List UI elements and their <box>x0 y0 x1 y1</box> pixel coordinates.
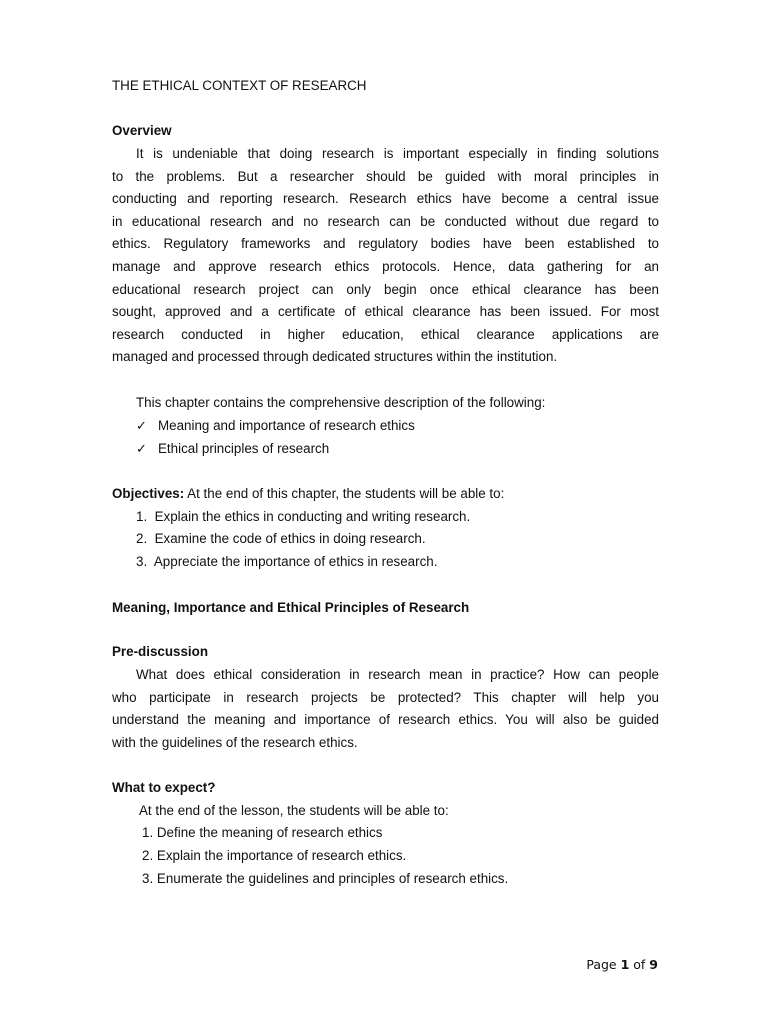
prediscussion-heading: Pre-discussion <box>112 644 208 659</box>
overview-line: ethics. Regulatory frameworks and regulatory bodies have been established to <box>112 236 659 252</box>
overview-line: research conducted in higher education, ethical clearance applications are <box>112 326 659 342</box>
total-pages: 9 <box>649 957 658 972</box>
checkmark-icon: ✓ <box>136 418 147 433</box>
expect-item: 1. Define the meaning of research ethics <box>142 825 383 840</box>
prediscussion-line: who participate in research projects be protected? This chapter will help you <box>112 689 659 705</box>
expect-intro: At the end of the lesson, the students will be able to: <box>139 803 449 818</box>
chapter-item <box>136 441 329 457</box>
objectives-label: Objectives: <box>112 486 185 501</box>
objectives-text: At the end of this chapter, the students will be able to: <box>184 486 505 501</box>
overview-line: It is undeniable that doing research is important especially in finding solutions <box>136 146 659 161</box>
overview-line: sought, approved and a certificate of ethical clearance has been issued. For most <box>112 304 659 320</box>
prediscussion-line: understand the meaning and importance of research ethics. You will also be guided <box>112 712 659 728</box>
overview-line: manage and approve research ethics protocols. Hence, data gathering for an <box>112 258 659 274</box>
overview-paragraph <box>112 143 659 369</box>
chapter-item-label: Meaning and importance of research ethics <box>158 418 415 433</box>
overview-line: to the problems. But a researcher should be guided with moral principles in <box>112 168 659 184</box>
overview-heading: Overview <box>112 123 172 138</box>
checkmark-icon: ✓ <box>136 441 147 456</box>
page-number <box>586 957 658 972</box>
overview-line: in educational research and no research can be conducted without due regard to <box>112 213 659 229</box>
prediscussion-paragraph <box>112 664 659 754</box>
expect-heading: What to expect? <box>112 780 216 795</box>
objective-item: 3. Appreciate the importance of ethics in research. <box>136 554 438 569</box>
objective-item: 2. Examine the code of ethics in doing research. <box>136 531 426 546</box>
page-of: of <box>629 957 650 972</box>
chapter-intro: This chapter contains the comprehensive description of the following: <box>136 395 546 410</box>
objectives-intro <box>112 486 504 501</box>
current-page: 1 <box>620 957 630 972</box>
overview-line: conducting and reporting research. Research ethics have become a central issue <box>112 191 659 207</box>
chapter-item-label: Ethical principles of research <box>158 441 330 456</box>
section-heading: Meaning, Importance and Ethical Principles of Research <box>112 600 470 615</box>
chapter-item <box>136 418 415 434</box>
prediscussion-line: What does ethical consideration in research mean in practice? How can people <box>136 667 659 682</box>
expect-item: 2. Explain the importance of research ethics. <box>142 848 407 863</box>
document-title: THE ETHICAL CONTEXT OF RESEARCH <box>112 78 367 93</box>
objective-item: 1. Explain the ethics in conducting and writing research. <box>136 509 471 524</box>
page-label: Page <box>586 957 621 972</box>
expect-item: 3. Enumerate the guidelines and principles of research ethics. <box>142 871 509 886</box>
overview-line: educational research project can only begin once ethical clearance has been <box>112 281 659 297</box>
prediscussion-line: with the guidelines of the research ethics. <box>112 734 358 750</box>
overview-line: managed and processed through dedicated structures within the institution. <box>112 349 558 365</box>
